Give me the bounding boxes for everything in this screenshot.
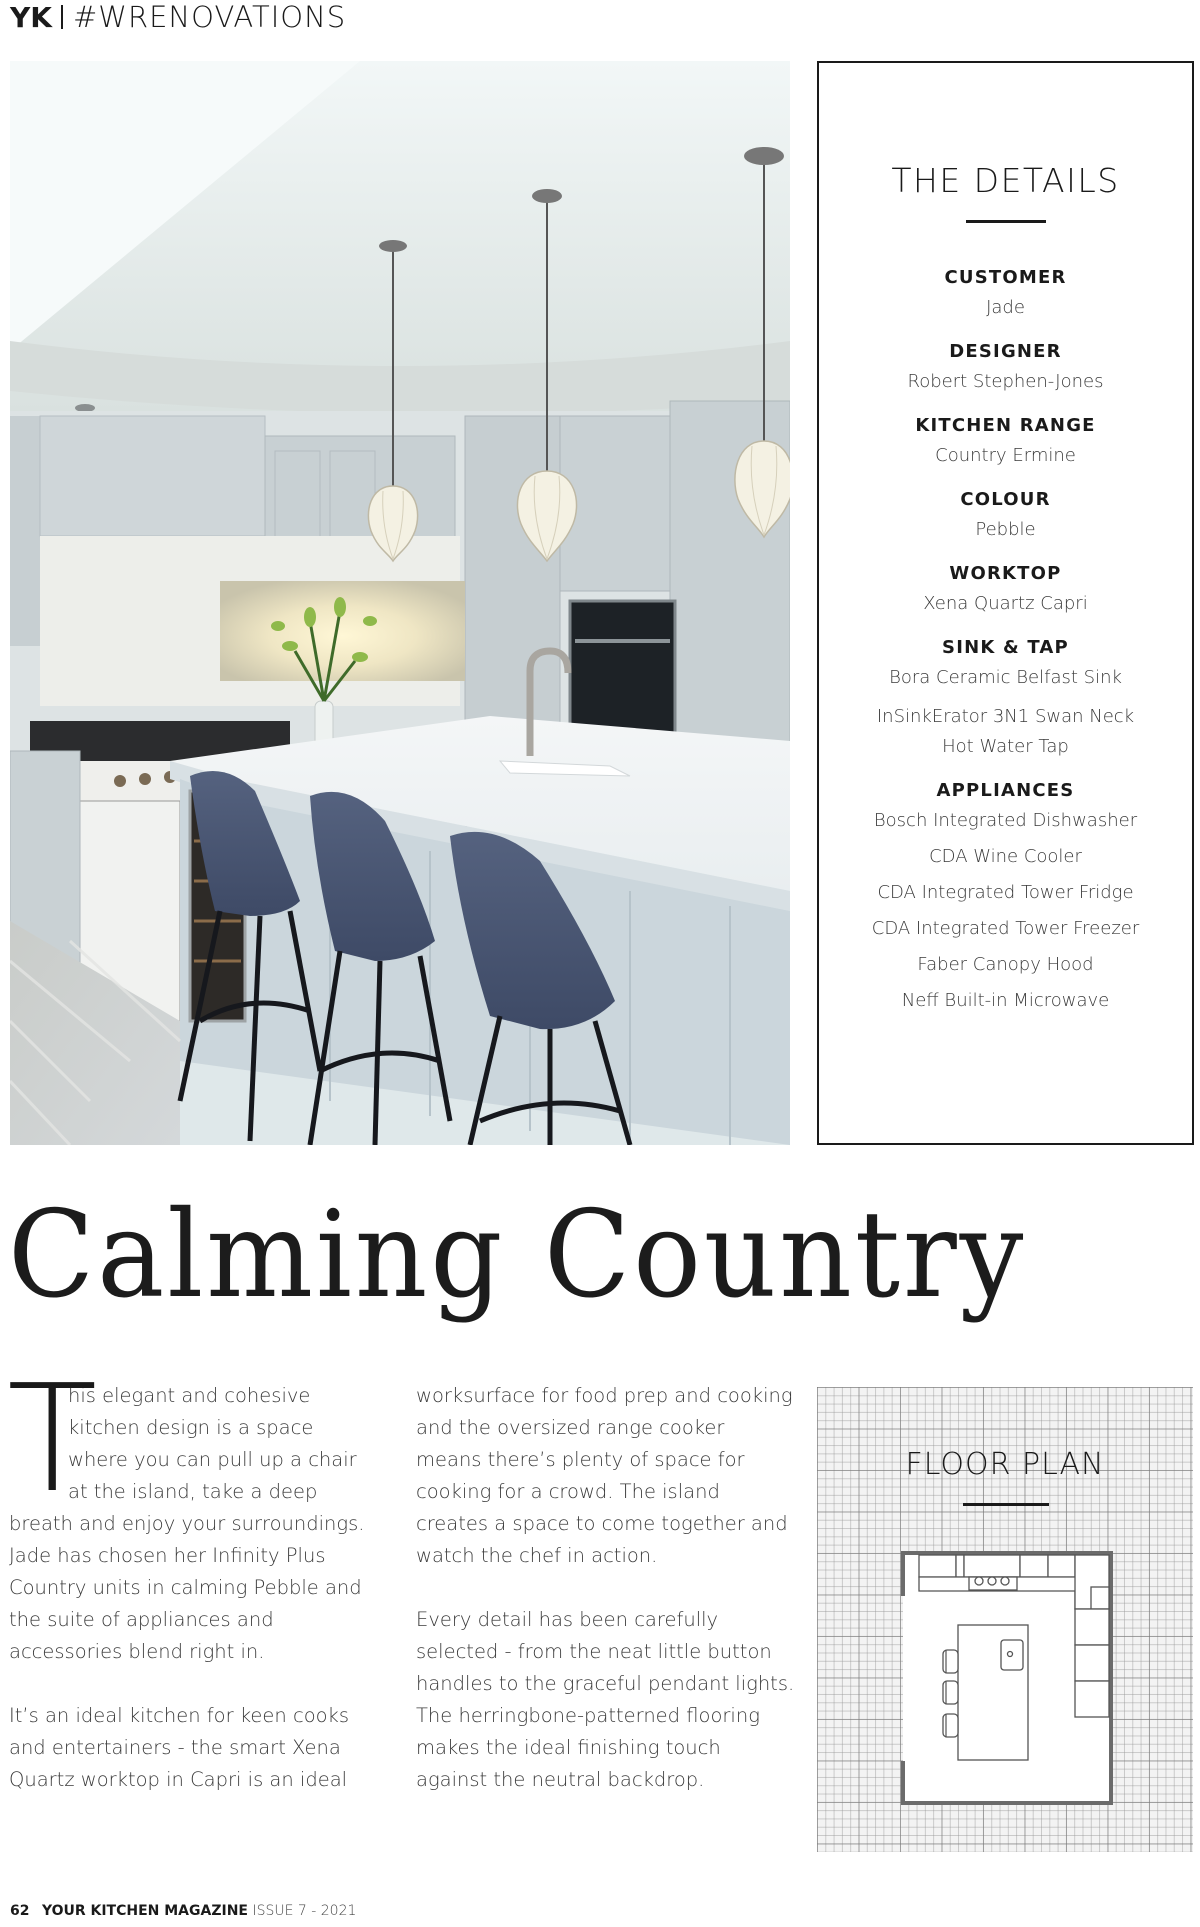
detail-value: Jade <box>986 297 1025 318</box>
article-column-1 <box>7 1353 379 1828</box>
page-footer <box>10 1903 356 1919</box>
header-divider <box>61 5 63 29</box>
text-line: his elegant and cohesive <box>68 1384 311 1407</box>
detail-value: CDA Wine Cooler <box>929 846 1082 867</box>
article-headline: Calming Country <box>8 1186 1027 1325</box>
article-paragraph: It’s an ideal kitchen for keen cooks and entertainers - the smart Xena Quartz worktop in Capri is an ideal <box>9 1704 350 1791</box>
detail-sink-tap <box>819 633 1192 762</box>
detail-label: APPLIANCES <box>936 780 1075 801</box>
article-paragraph: worksurface for food prep and cooking and the oversized range cooker means there’s plenty of space for cooking for a crowd. The island creates a space to come together and watch the chef in action. <box>416 1384 793 1567</box>
drop-cap: T <box>7 1353 98 1525</box>
detail-value: Faber Canopy Hood <box>917 954 1094 975</box>
detail-colour <box>819 485 1192 545</box>
article-paragraph <box>7 1353 379 1668</box>
magazine-name: YOUR KITCHEN MAGAZINE <box>41 1903 248 1919</box>
detail-value: Pebble <box>975 519 1036 540</box>
detail-value: Xena Quartz Capri <box>923 593 1088 614</box>
text-line: where you can pull up a chair <box>68 1448 357 1471</box>
floor-plan-title: FLOOR PLAN <box>905 1447 1105 1482</box>
detail-label: COLOUR <box>960 489 1051 510</box>
page-header <box>10 0 346 34</box>
floor-plan-panel <box>817 1387 1193 1852</box>
kitchen-photo <box>10 61 790 1145</box>
detail-label: CUSTOMER <box>944 267 1067 288</box>
detail-label: DESIGNER <box>949 341 1062 362</box>
issue-label: ISSUE 7 - 2021 <box>252 1903 357 1919</box>
detail-appliances <box>819 776 1192 1022</box>
details-list <box>819 263 1192 1036</box>
article-paragraph: Every detail has been carefully selected - from the neat little button handles to the graceful pendant lights. The herringbone-patterned flooring makes the ideal finishing touch against the neutral backdrop. <box>416 1608 795 1791</box>
details-divider <box>966 220 1046 223</box>
text-line: kitchen design is a space <box>68 1416 314 1439</box>
text-line: at the island, take a deep <box>68 1480 318 1503</box>
details-title: THE DETAILS <box>891 161 1120 200</box>
floor-plan-diagram <box>901 1551 1113 1805</box>
detail-value: Neff Built-in Microwave <box>901 990 1110 1011</box>
detail-value: CDA Integrated Tower Freezer <box>871 918 1140 939</box>
text-run: breath and enjoy your surroundings. Jade has chosen her Infinity Plus Country units in calming Pebble and the suite of appliances and accessories blend right in. <box>9 1512 365 1663</box>
floor-plan-divider <box>963 1503 1049 1506</box>
detail-value: Bosch Integrated Dishwasher <box>873 810 1138 831</box>
detail-label: KITCHEN RANGE <box>915 415 1096 436</box>
detail-value: CDA Integrated Tower Fridge <box>877 882 1134 903</box>
detail-worktop <box>819 559 1192 619</box>
detail-label: WORKTOP <box>949 563 1062 584</box>
detail-value: Hot Water Tap <box>942 736 1069 757</box>
detail-designer <box>819 337 1192 397</box>
details-panel <box>817 61 1194 1145</box>
detail-value: Bora Ceramic Belfast Sink <box>889 667 1122 688</box>
detail-value: Country Ermine <box>935 445 1076 466</box>
detail-kitchen-range <box>819 411 1192 471</box>
article-column-2 <box>416 1380 796 1828</box>
section-tag: #WRENOVATIONS <box>72 0 347 34</box>
brand-logo: YK <box>10 0 52 34</box>
detail-customer <box>819 263 1192 323</box>
detail-value: InSinkErator 3N1 Swan Neck <box>876 706 1135 727</box>
detail-value: Robert Stephen-Jones <box>907 371 1104 392</box>
detail-label: SINK & TAP <box>942 637 1069 658</box>
page-number: 62 <box>10 1903 30 1919</box>
